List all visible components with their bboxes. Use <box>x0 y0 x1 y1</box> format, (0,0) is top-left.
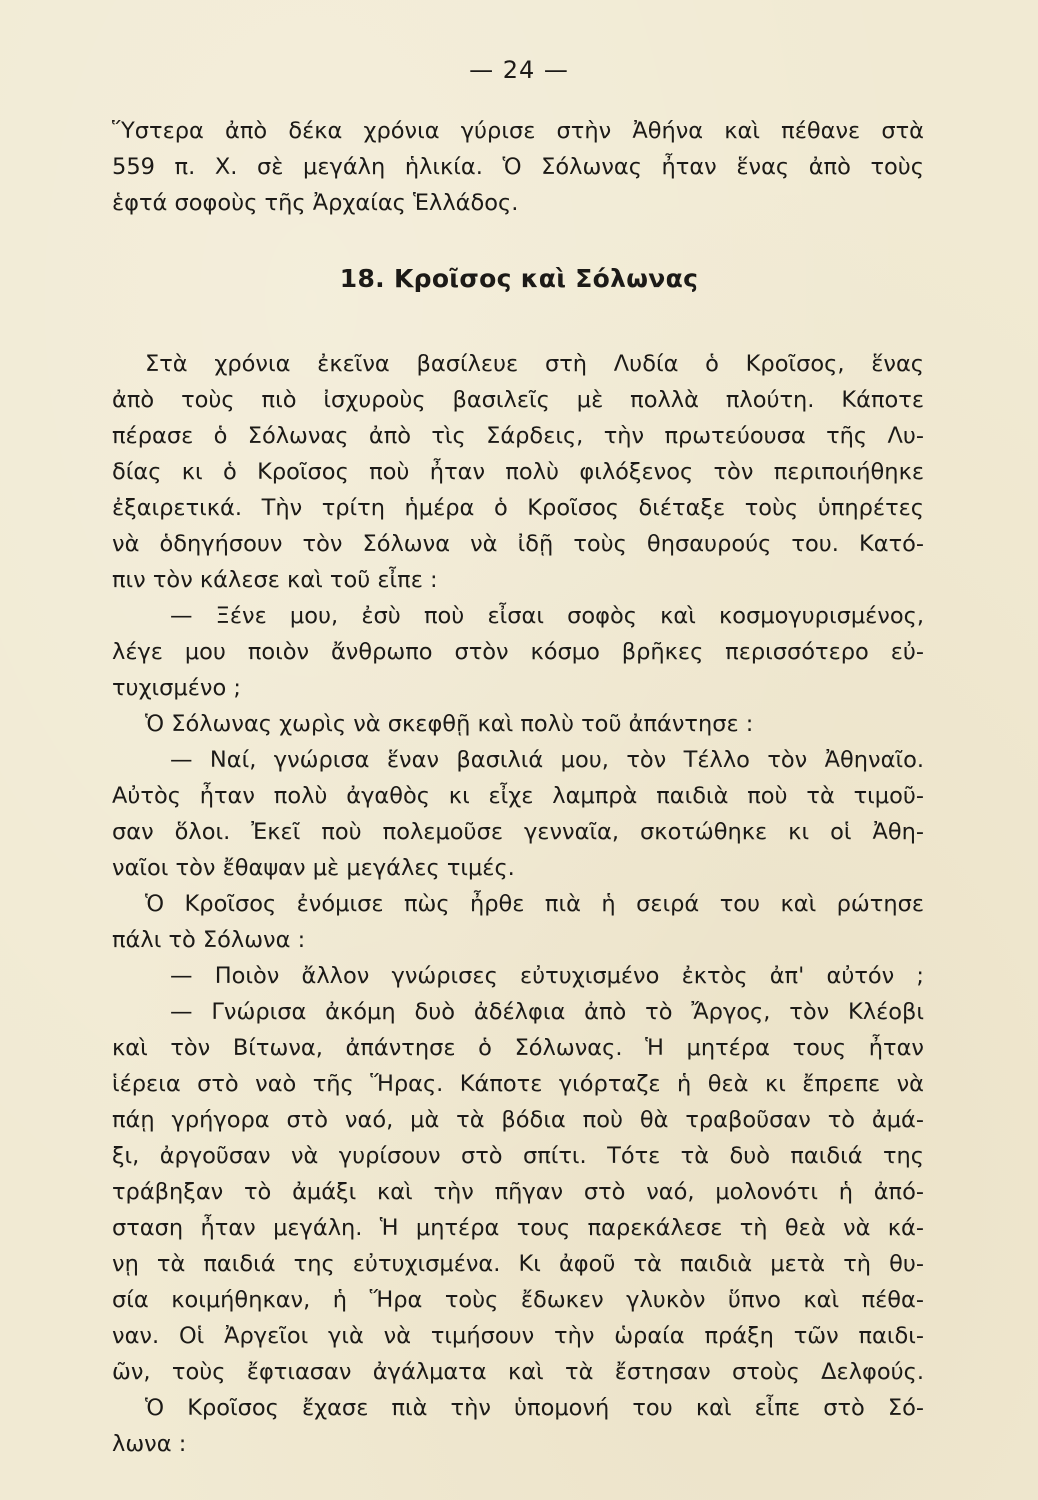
text-line: λωνα : <box>112 1431 187 1457</box>
text-line: Ὕστερα ἀπὸ δέκα χρόνια γύρισε στὴν Ἀθήνα καὶ πέθανε στὰ <box>112 118 924 144</box>
text-line: Ὁ Κροῖσος ἐνόμισε πὼς ἦρθε πιὰ ἡ σειρά του καὶ ρώτησε <box>145 891 924 917</box>
text-line: Ὁ Κροῖσος ἔχασε πιὰ τὴν ὑπομονή του καὶ εἶπε στὸ Σό- <box>145 1395 924 1421</box>
text-line: — Ποιὸν ἄλλον γνώρισες εὐτυχισμένο ἐκτὸς ἀπ' αὐτόν ; <box>170 963 924 989</box>
text-line: σαν ὅλοι. Ἐκεῖ ποὺ πολεμοῦσε γενναῖα, σκοτώθηκε κι οἱ Ἀθη- <box>112 819 924 845</box>
text-line: δίας κι ὁ Κροῖσος ποὺ ἦταν πολὺ φιλόξενος τὸν περιποιήθηκε <box>112 459 924 485</box>
text-line: πάλι τὸ Σόλωνα : <box>112 927 306 953</box>
text-line: τράβηξαν τὸ ἀμάξι καὶ τὴν πῆγαν στὸ ναό, μολονότι ἡ ἀπό- <box>112 1179 924 1205</box>
text-line: πάῃ γρήγορα στὸ ναό, μὰ τὰ βόδια ποὺ θὰ τραβοῦσαν τὸ ἀμά- <box>112 1107 924 1133</box>
text-line: Στὰ χρόνια ἐκεῖνα βασίλευε στὴ Λυδία ὁ Κροῖσος, ἕνας <box>145 351 924 377</box>
text-line: σία κοιμήθηκαν, ἡ Ἥρα τοὺς ἔδωκεν γλυκὸν ὕπνο καὶ πέθα- <box>112 1287 924 1313</box>
section-heading: 18. Κροῖσος καὶ Σόλωνας <box>339 264 699 293</box>
text-line: λέγε μου ποιὸν ἄνθρωπο στὸν κόσμο βρῆκες περισσότερο εὐ- <box>112 639 924 665</box>
text-line: ἐξαιρετικά. Τὴν τρίτη ἡμέρα ὁ Κροῖσος διέταξε τοὺς ὑπηρέτες <box>112 495 924 521</box>
text-line: τυχισμένο ; <box>112 675 241 701</box>
text-line: ξι, ἀργοῦσαν νὰ γυρίσουν στὸ σπίτι. Τότε τὰ δυὸ παιδιά της <box>112 1143 924 1169</box>
text-line: ναν. Οἱ Ἀργεῖοι γιὰ νὰ τιμήσουν τὴν ὡραία πράξη τῶν παιδι- <box>112 1323 924 1349</box>
page-number: — 24 — <box>469 56 569 84</box>
text-line: ῶν, τοὺς ἔφτιασαν ἀγάλματα καὶ τὰ ἔστησαν στοὺς Δελφούς. <box>112 1359 924 1385</box>
text-line: Ὁ Σόλωνας χωρὶς νὰ σκεφθῇ καὶ πολὺ τοῦ ἀπάντησε : <box>145 711 754 737</box>
text-line: πέρασε ὁ Σόλωνας ἀπὸ τὶς Σάρδεις, τὴν πρωτεύουσα τῆς Λυ- <box>112 423 924 449</box>
text-line: πιν τὸν κάλεσε καὶ τοῦ εἶπε : <box>112 567 438 593</box>
text-line: σταση ἦταν μεγάλη. Ἡ μητέρα τους παρεκάλεσε τὴ θεὰ νὰ κά- <box>112 1215 924 1241</box>
text-line: νῃ τὰ παιδιά της εὐτυχισμένα. Κι ἀφοῦ τὰ παιδιὰ μετὰ τὴ θυ- <box>112 1251 924 1277</box>
text-line: ἱέρεια στὸ ναὸ τῆς Ἥρας. Κάποτε γιόρταζε ἡ θεὰ κι ἔπρεπε νὰ <box>112 1071 924 1097</box>
text-line: 559 π. Χ. σὲ μεγάλη ἡλικία. Ὁ Σόλωνας ἦταν ἕνας ἀπὸ τοὺς <box>112 154 924 180</box>
text-line: νὰ ὁδηγήσουν τὸν Σόλωνα νὰ ἰδῇ τοὺς θησαυρούς του. Κατό- <box>112 531 924 557</box>
text-line: — Ξένε μου, ἐσὺ ποὺ εἶσαι σοφὸς καὶ κοσμογυρισμένος, <box>170 603 924 629</box>
text-line: — Γνώρισα ἀκόμη δυὸ ἀδέλφια ἀπὸ τὸ Ἄργος, τὸν Κλέοβι <box>170 999 924 1025</box>
text-line: — Ναί, γνώρισα ἕναν βασιλιά μου, τὸν Τέλλο τὸν Ἀθηναῖο. <box>170 747 924 773</box>
text-line: καὶ τὸν Βίτωνα, ἀπάντησε ὁ Σόλωνας. Ἡ μητέρα τους ἦταν <box>112 1035 924 1061</box>
text-line: ἀπὸ τοὺς πιὸ ἰσχυροὺς βασιλεῖς μὲ πολλὰ πλούτη. Κάποτε <box>112 387 924 413</box>
text-line: Αὐτὸς ἦταν πολὺ ἀγαθὸς κι εἶχε λαμπρὰ παιδιὰ ποὺ τὰ τιμοῦ- <box>112 783 924 809</box>
text-line: ναῖοι τὸν ἔθαψαν μὲ μεγάλες τιμές. <box>112 855 515 881</box>
text-line: ἑφτά σοφοὺς τῆς Ἀρχαίας Ἑλλάδος. <box>112 190 519 216</box>
